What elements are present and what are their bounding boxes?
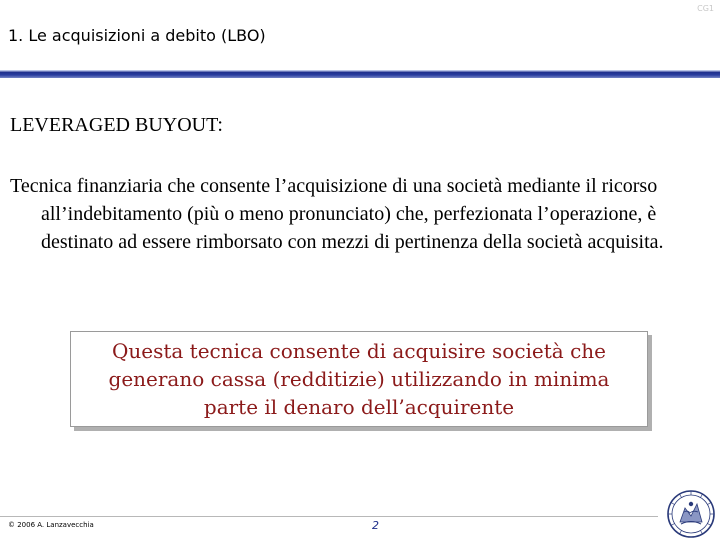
footer-divider-left bbox=[0, 516, 110, 517]
page-number: 2 bbox=[372, 519, 379, 532]
copyright-notice: © 2006 A. Lanzavecchia bbox=[8, 521, 94, 529]
university-seal-icon bbox=[655, 486, 717, 538]
slide-title: 1. Le acquisizioni a debito (LBO) bbox=[8, 26, 266, 45]
section-heading: LEVERAGED BUYOUT: bbox=[10, 114, 223, 136]
footer-divider-right bbox=[110, 516, 658, 517]
callout-text: Questa tecnica consente di acquisire società che generano cassa (redditizie) utilizzando in minima parte il denaro dell’acquirente bbox=[108, 339, 610, 419]
definition-paragraph: Tecnica finanziaria che consente l’acquisizione di una società mediante il ricorso all’indebitamento (più o meno pronunciato) che, perfezionata l’operazione, è destinato ad essere rimborsato con mezzi di pertinenza della società acquisita. bbox=[10, 175, 664, 253]
slide-code: CG1 bbox=[697, 4, 714, 13]
callout-box bbox=[70, 331, 648, 427]
title-divider bbox=[0, 70, 720, 78]
